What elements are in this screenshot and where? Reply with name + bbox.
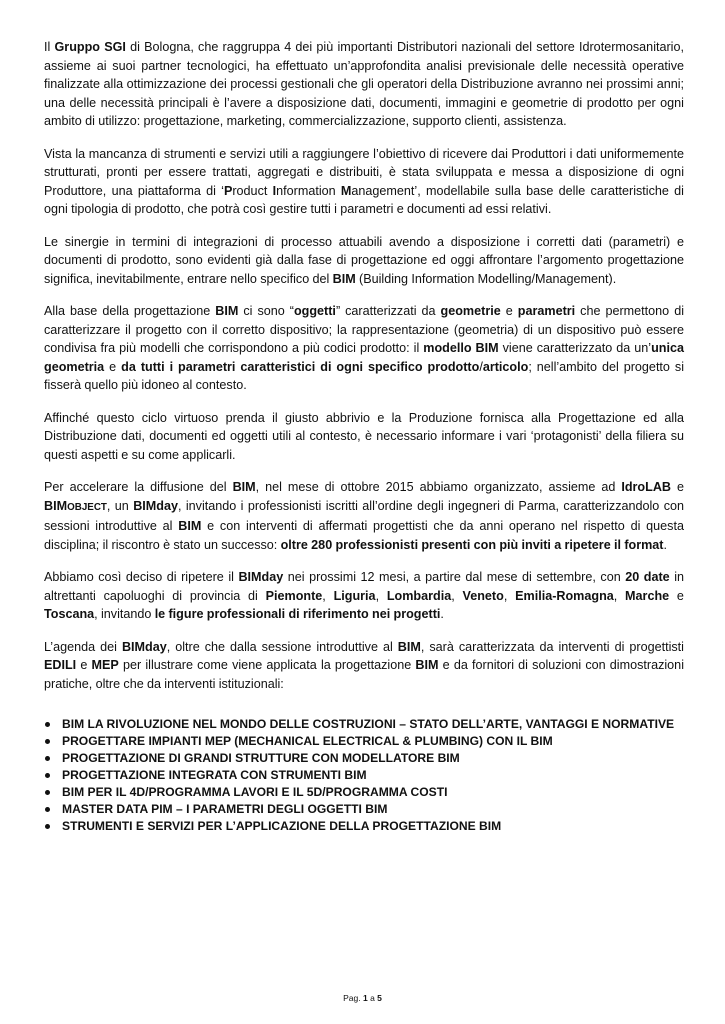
text-run: ; nell’ambito del progetto si fisserà quello più idoneo al contesto. bbox=[44, 359, 685, 392]
bold-text-run: Veneto bbox=[462, 588, 504, 603]
text-run: ci sono “ bbox=[238, 304, 294, 318]
text-run: che permettono di caratterizzare il progetto con il corretto dispositivo; la rappresentazione (geometria) di un dispositivo può essere condivisa fra più modelli che corrispondono a più codici prodotto: il bbox=[44, 304, 684, 355]
text-run: L’agenda dei bbox=[44, 639, 122, 654]
paragraph bbox=[44, 233, 684, 289]
text-run: per illustrare come viene applicata la progettazione bbox=[118, 658, 416, 672]
document-body bbox=[44, 38, 684, 707]
bold-text-run: Emilia-Romagna bbox=[515, 588, 614, 603]
bold-text-run: Piemonte bbox=[265, 588, 323, 603]
bold-text-run: BIM bbox=[232, 480, 256, 494]
agenda-item-label: MASTER DATA PIM – I PARAMETRI DEGLI OGGETTI BIM bbox=[62, 802, 388, 816]
bold-text-run: unica geometria bbox=[44, 341, 684, 374]
text-run: roduct bbox=[232, 183, 273, 198]
text-run: (Building Information Modelling/Management). bbox=[355, 271, 617, 286]
agenda-item bbox=[44, 801, 704, 818]
bold-text-run: Liguria bbox=[333, 588, 376, 603]
agenda-item bbox=[44, 818, 704, 835]
text-run: e bbox=[76, 658, 92, 672]
text-run: ” caratterizzati da bbox=[335, 304, 441, 318]
bullet-dot-icon bbox=[45, 773, 50, 778]
text-run: e da fornitori di soluzioni con dimostrazioni pratiche, oltre che da interventi istituzionali: bbox=[44, 658, 684, 691]
paragraph bbox=[44, 638, 684, 694]
bold-text-run: BIM bbox=[215, 304, 239, 318]
bold-text-run: Lombardia bbox=[386, 588, 452, 603]
page-footer bbox=[0, 993, 725, 1003]
text-run: Il bbox=[44, 40, 55, 54]
page-total: 5 bbox=[377, 993, 382, 1003]
text-run: e bbox=[671, 480, 684, 494]
text-run: . bbox=[440, 607, 444, 621]
bold-text-run: EDILI bbox=[44, 658, 77, 672]
bold-text-run: geometrie bbox=[440, 304, 501, 318]
text-run: Affinché questo ciclo virtuoso prenda il giusto abbrivio e la Produzione fornisca alla Progettazione ed alla Distribuzione dati, documenti ed oggetti utili al contesto, è necessario informare i vari ‘protagonisti’ della filiera su questi aspetti e su come applicarli. bbox=[44, 410, 684, 462]
bold-text-run: da tutti i parametri caratteristici di ogni specifico prodotto bbox=[121, 359, 480, 374]
text-run: , invitando bbox=[94, 607, 155, 621]
bold-text-run: MEP bbox=[91, 658, 119, 672]
text-run: Per accelerare la diffusione del bbox=[44, 480, 233, 494]
paragraph bbox=[44, 302, 684, 395]
page-number: 1 bbox=[362, 993, 368, 1003]
agenda-list bbox=[44, 716, 704, 835]
bold-text-run: Gruppo SGI bbox=[54, 40, 126, 54]
bold-text-run: BIMday bbox=[238, 570, 284, 584]
text-run: e bbox=[669, 588, 684, 603]
agenda-item bbox=[44, 750, 704, 767]
bold-text-run: le figure professionali di riferimento nei progetti bbox=[154, 607, 441, 621]
bullet-dot-icon bbox=[45, 807, 50, 812]
text-run: di Bologna, che raggruppa 4 dei più importanti Distributori nazionali del settore Idrotermosanitario, assieme ai suoi partner tecnologici, ha effettuato un’approfondita analisi previsionale delle necessità operative finalizzate alla ottimizzazione dei processi gestionali che gli operatori della Distribuzione avranno nei prossimi anni; una delle necessità principali è l’avere a disposizione dati, documenti, immagini e geometrie di prodotto per ogni ambito di utilizzo: progettazione, marketing, commercializzazione, supporto clienti, assistenza. bbox=[44, 40, 684, 128]
bold-text-run: BIM bbox=[332, 271, 356, 286]
paragraph bbox=[44, 38, 684, 131]
bold-text-run: oggetti bbox=[293, 304, 336, 318]
text-run: Vista la mancanza di strumenti e servizi utili a raggiungere l’obiettivo di ricevere dai Produttori i dati uniformemente strutturati, pronti per essere trattati, aggregati e distribuiti, è stata sviluppata e messa a disposizione di ogni Produttore, una piattaforma di ‘ bbox=[44, 146, 684, 198]
agenda-item bbox=[44, 784, 704, 801]
agenda-item bbox=[44, 767, 704, 784]
bold-text-run: OBJECT bbox=[67, 501, 107, 513]
bold-text-run: BIM bbox=[44, 498, 68, 513]
text-run: e con interventi di affermati progettisti che da anni operano nel rispetto di questa disciplina; il riscontro è stato un successo: bbox=[44, 519, 684, 552]
text-run: Abbiamo così deciso di ripetere il bbox=[44, 570, 239, 584]
bold-text-run: IdroLAB bbox=[621, 480, 672, 494]
text-run: , invitando i professionisti iscritti all’ordine degli ingegneri di Parma, caratterizzandolo con sessioni introduttive al bbox=[44, 498, 684, 533]
bold-text-run: BIM bbox=[397, 639, 421, 654]
text-run: , sarà caratterizzata da interventi di progettisti bbox=[420, 639, 684, 654]
paragraph bbox=[44, 478, 684, 554]
bullet-dot-icon bbox=[45, 756, 50, 761]
text-run: , bbox=[322, 588, 334, 603]
agenda-item-label: PROGETTARE IMPIANTI MEP (MECHANICAL ELECTRICAL & PLUMBING) CON IL BIM bbox=[62, 734, 553, 748]
agenda-item-label: PROGETTAZIONE DI GRANDI STRUTTURE CON MODELLATORE BIM bbox=[62, 751, 460, 765]
footer-prefix: Pag. bbox=[343, 993, 363, 1003]
text-run: . bbox=[663, 537, 667, 552]
bold-text-run: oltre 280 professionisti presenti con più inviti a ripetere il format bbox=[280, 537, 664, 552]
paragraph bbox=[44, 145, 684, 219]
text-run: , oltre che dalla sessione introduttive al bbox=[166, 639, 398, 654]
text-run: / bbox=[479, 359, 483, 374]
bold-text-run: M bbox=[340, 183, 352, 198]
text-run: nei prossimi 12 mesi, a partire dal mese di settembre, con bbox=[283, 570, 626, 584]
text-run: e bbox=[500, 304, 518, 318]
text-run: nformation bbox=[276, 183, 341, 198]
text-run: , bbox=[613, 588, 626, 603]
bold-text-run: BIM bbox=[178, 519, 202, 533]
footer-middle: a bbox=[367, 993, 378, 1003]
text-run: , bbox=[375, 588, 387, 603]
bold-text-run: BIMday bbox=[121, 639, 167, 654]
agenda-item-label: STRUMENTI E SERVIZI PER L’APPLICAZIONE DELLA PROGETTAZIONE BIM bbox=[62, 819, 502, 833]
text-run: Alla base della progettazione bbox=[44, 304, 216, 318]
agenda-item-label: BIM LA RIVOLUZIONE NEL MONDO DELLE COSTRUZIONI – STATO DELL’ARTE, VANTAGGI E NORMATIVE bbox=[62, 717, 675, 731]
bullet-dot-icon bbox=[45, 739, 50, 744]
agenda-item-label: PROGETTAZIONE INTEGRATA CON STRUMENTI BIM bbox=[62, 768, 367, 782]
text-run: anagement’, modellabile sulla base delle caratteristiche di ogni tipologia di prodotto, che potrà così gestire tutti i parametri e documenti ad essi relativi. bbox=[44, 183, 684, 216]
bullet-dot-icon bbox=[45, 824, 50, 829]
text-run: in altrettanti capoluoghi di provincia di bbox=[44, 570, 684, 603]
text-run: Le sinergie in termini di integrazioni di processo attuabili avendo a disposizione i corretti dati (parametri) e documenti di prodotto, sono evidenti già dalla fase di progettazione ed oggi affrontare l’argomento progettazione significa, inevitabilmente, entrare nello specifico del bbox=[44, 234, 684, 286]
bold-text-run: P bbox=[223, 183, 233, 198]
bold-text-run: parametri bbox=[517, 304, 576, 318]
bold-text-run: BIMday bbox=[133, 498, 178, 513]
text-run: , un bbox=[106, 498, 134, 513]
bold-text-run: articolo bbox=[482, 359, 529, 374]
agenda-item bbox=[44, 733, 704, 750]
paragraph bbox=[44, 568, 684, 624]
paragraph bbox=[44, 409, 684, 465]
agenda-item bbox=[44, 716, 704, 733]
bold-text-run: Toscana bbox=[44, 607, 95, 621]
text-run: viene caratterizzato da un’ bbox=[498, 341, 652, 355]
bold-text-run: BIM bbox=[415, 658, 439, 672]
bold-text-run: 20 date bbox=[625, 570, 670, 584]
text-run: , bbox=[451, 588, 463, 603]
text-run: , bbox=[503, 588, 516, 603]
agenda-item-label: BIM PER IL 4D/PROGRAMMA LAVORI E IL 5D/PROGRAMMA COSTI bbox=[62, 785, 448, 799]
text-run: e bbox=[104, 359, 122, 374]
bold-text-run: Marche bbox=[625, 588, 670, 603]
bold-text-run: I bbox=[272, 183, 277, 198]
bold-text-run: modello BIM bbox=[423, 341, 499, 355]
bullet-dot-icon bbox=[45, 790, 50, 795]
text-run: , nel mese di ottobre 2015 abbiamo organizzato, assieme ad bbox=[255, 480, 622, 494]
bullet-dot-icon bbox=[45, 722, 50, 727]
